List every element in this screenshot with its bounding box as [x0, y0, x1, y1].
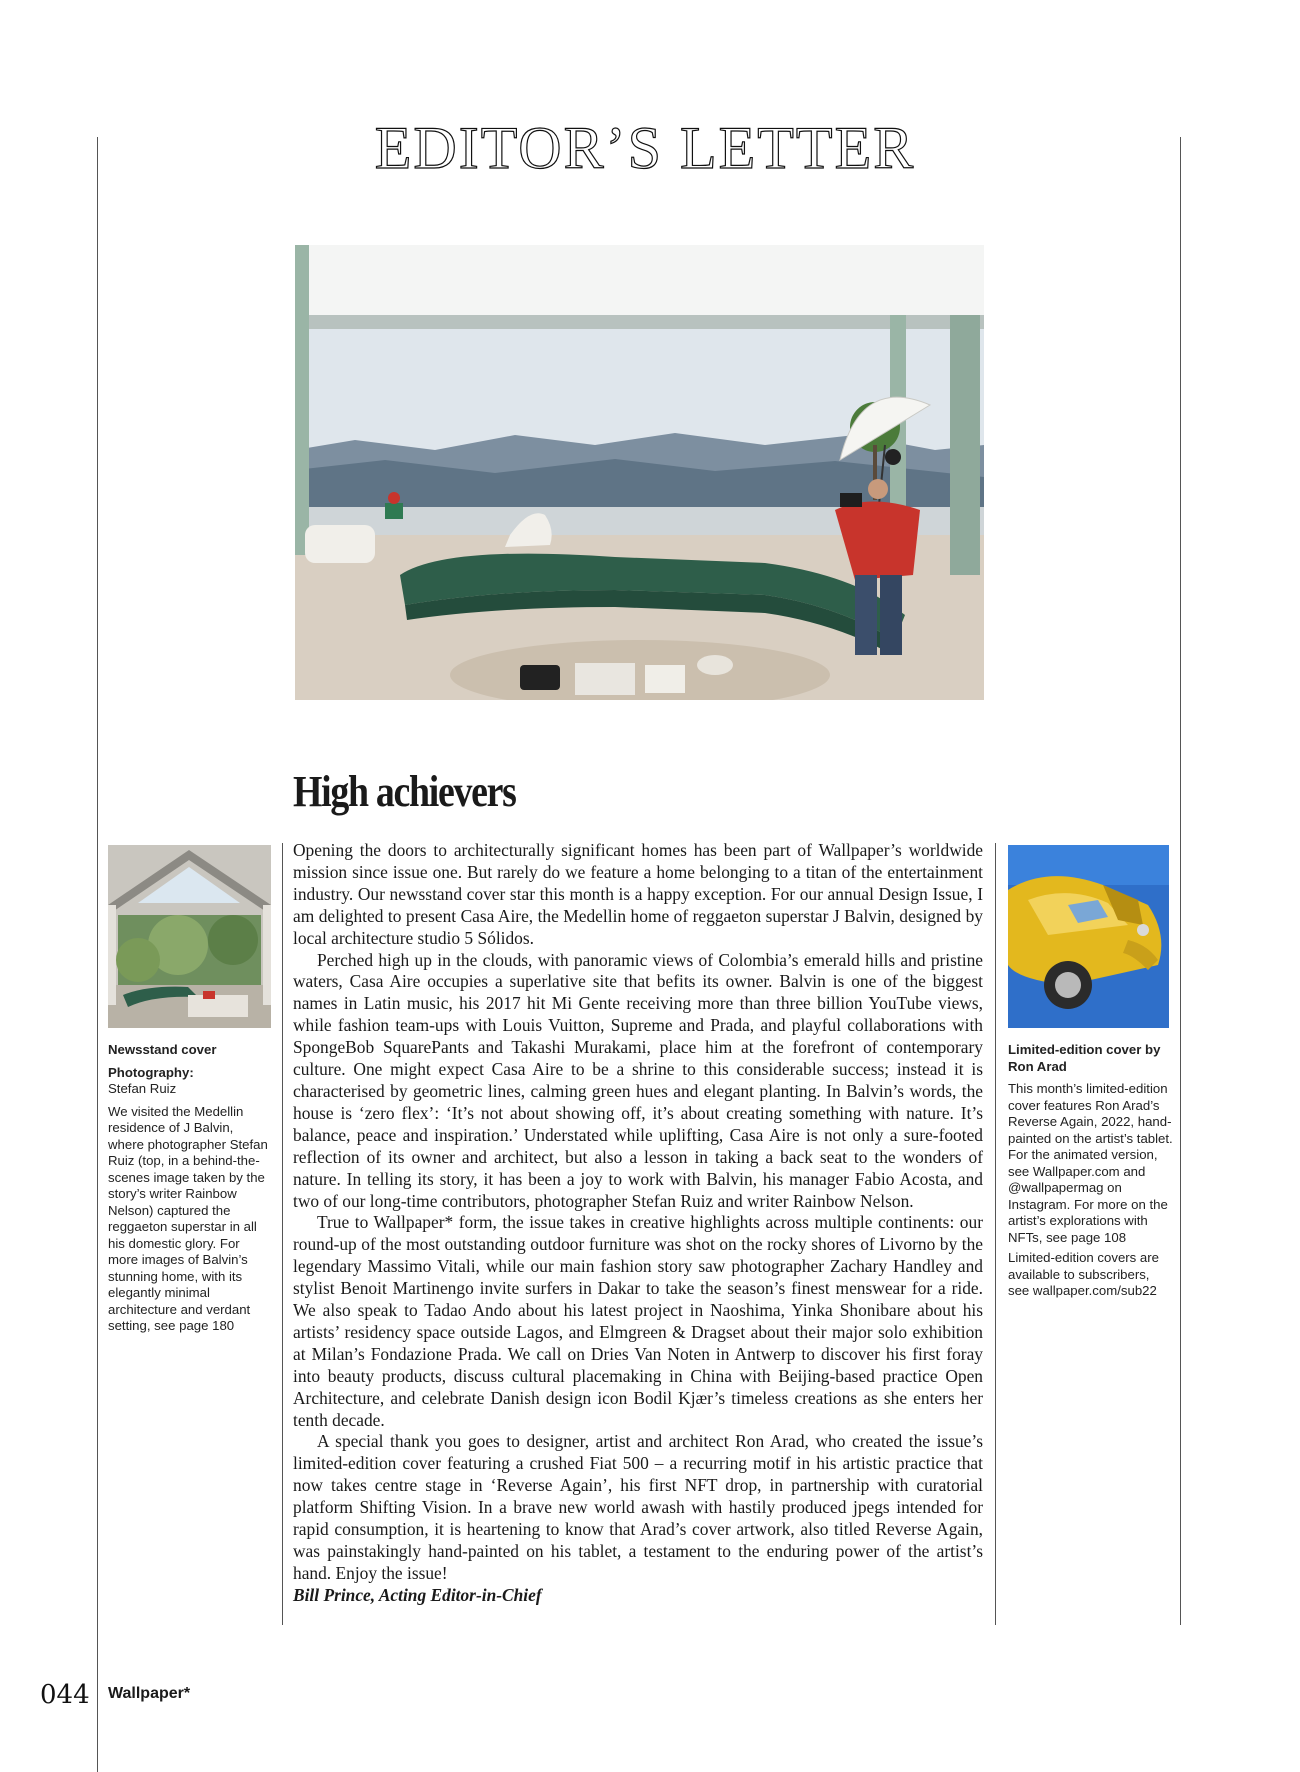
inner-right-rule [995, 843, 996, 1625]
limited-edition-subscription-note: Limited-edition covers are available to subscribers, see wallpaper.com/sub22 [1008, 1250, 1159, 1298]
page-number: 044 [40, 1680, 90, 1710]
outer-right-rule [1180, 137, 1181, 1625]
magazine-brand: Wallpaper* [108, 1685, 191, 1702]
article-body [293, 840, 983, 1607]
section-title: EDITOR’S LETTER [374, 115, 916, 181]
newsstand-cover-description: We visited the Medellin residence of J Balvin, where photographer Stefan Ruiz (top, in a behind-the-scenes image taken by the story’s writer Rainbow Nelson) captured the reggaeton superstar in all his domestic glory. For more images of Balvin’s stunning home, with its elegantly minimal architecture and verdant setting, see page 180 [108, 1103, 268, 1333]
limited-edition-cover-thumbnail [1008, 845, 1169, 1028]
limited-edition-title: Limited-edition cover by Ron Arad [1008, 1042, 1161, 1074]
inner-left-rule [282, 843, 283, 1625]
photography-credit-label: Photography: [108, 1064, 194, 1080]
outer-left-rule [97, 137, 98, 1772]
newsstand-cover-icon [108, 845, 271, 1028]
limited-edition-description: This month’s limited-edition cover features Ron Arad’s Reverse Again, 2022, hand-painted on the artist’s tablet. For the animated version, see Wallpaper.com and @wallpapermag on Instagram. For more on the artist’s explorations with NFTs, see page 108 [1008, 1081, 1173, 1245]
article-paragraph: True to Wallpaper* form, the issue takes in creative highlights across multiple continents: our round-up of the most outstanding outdoor furniture was shot on the rocky shores of Livorno by the legendary Massimo Vitali, while our main fashion story saw photographer Zachary Handley and stylist Benoit Martinengo invite surfers in Dakar to take the season’s finest menswear for a ride. We also speak to Tadao Ando about his latest project in Naoshima, Yinka Shonibare about his artists’ residency space outside Lagos, and Elmgreen & Dragset about their major solo exhibition at Milan’s Fondazione Prada. We call on Dries Van Noten in Antwerp to discover his first foray into beauty products, discuss cultural placemaking in China with Beijing-based practice Open Architecture, and celebrate Danish design icon Bodil Kjær’s timeless creations as she enters her tenth decade. [293, 1212, 983, 1430]
article-headline: High achievers [293, 767, 516, 816]
limited-edition-caption [1008, 1042, 1173, 1300]
article-signature: Bill Prince, Acting Editor-in-Chief [293, 1584, 542, 1605]
main-photo [295, 245, 984, 700]
newsstand-cover-caption [108, 1042, 271, 1335]
crushed-car-icon [1008, 845, 1169, 1028]
photoshoot-photo-icon [295, 245, 984, 700]
newsstand-cover-thumbnail [108, 845, 271, 1028]
newsstand-cover-title: Newsstand cover [108, 1042, 217, 1057]
photography-credit-name: Stefan Ruiz [108, 1081, 177, 1096]
article-paragraph: Perched high up in the clouds, with panoramic views of Colombia’s emerald hills and pristine waters, Casa Aire occupies a superlative site that befits its owner. Balvin is one of the biggest names in Latin music, his 2017 hit Mi Gente receiving more than three billion YouTube views, while fashion team-ups with Louis Vuitton, Supreme and Prada, and playful collaborations with SpongeBob SquarePants and Takashi Murakami, place him at the forefront of contemporary culture. One might expect Casa Aire to be a shrine to this considerable success; instead it is characterised by geometric lines, calming green hues and elegant planting. In Balvin’s words, the house is ‘zero flex’: ‘It’s not about showing off, it’s about creating something with nature. It’s balance, peace and inspiration.’ Understated while uplifting, Casa Aire is not only a sure-footed reflection of its owner and architect, but also a lesson in taking a back seat to the wonders of nature. In telling its story, it has been a joy to work with Balvin, his manager Fabio Acosta, and two of our long-time contributors, photographer Stefan Ruiz and writer Rainbow Nelson. [293, 949, 983, 1211]
article-paragraph: A special thank you goes to designer, artist and architect Ron Arad, who created the issue’s limited-edition cover featuring a crushed Fiat 500 – a recurring motif in his artistic practice that now takes centre stage in ‘Reverse Again’, his first NFT drop, in partnership with curatorial platform Shifting Vision. In a brave new world awash with hastily produced jpegs intended for rapid consumption, it is heartening to know that Arad’s cover artwork, also titled Reverse Again, was painstakingly hand-painted on his tablet, a testament to the enduring power of the artist’s hand. Enjoy the issue! [293, 1431, 983, 1583]
article-paragraph: Opening the doors to architecturally significant homes has been part of Wallpaper’s worldwide mission since issue one. But rarely do we feature a home belonging to a titan of the entertainment industry. Our newsstand cover star this month is a happy exception. For our annual Design Issue, I am delighted to present Casa Aire, the Medellin home of reggaeton superstar J Balvin, designed by local architecture studio 5 Sólidos. [293, 840, 983, 948]
